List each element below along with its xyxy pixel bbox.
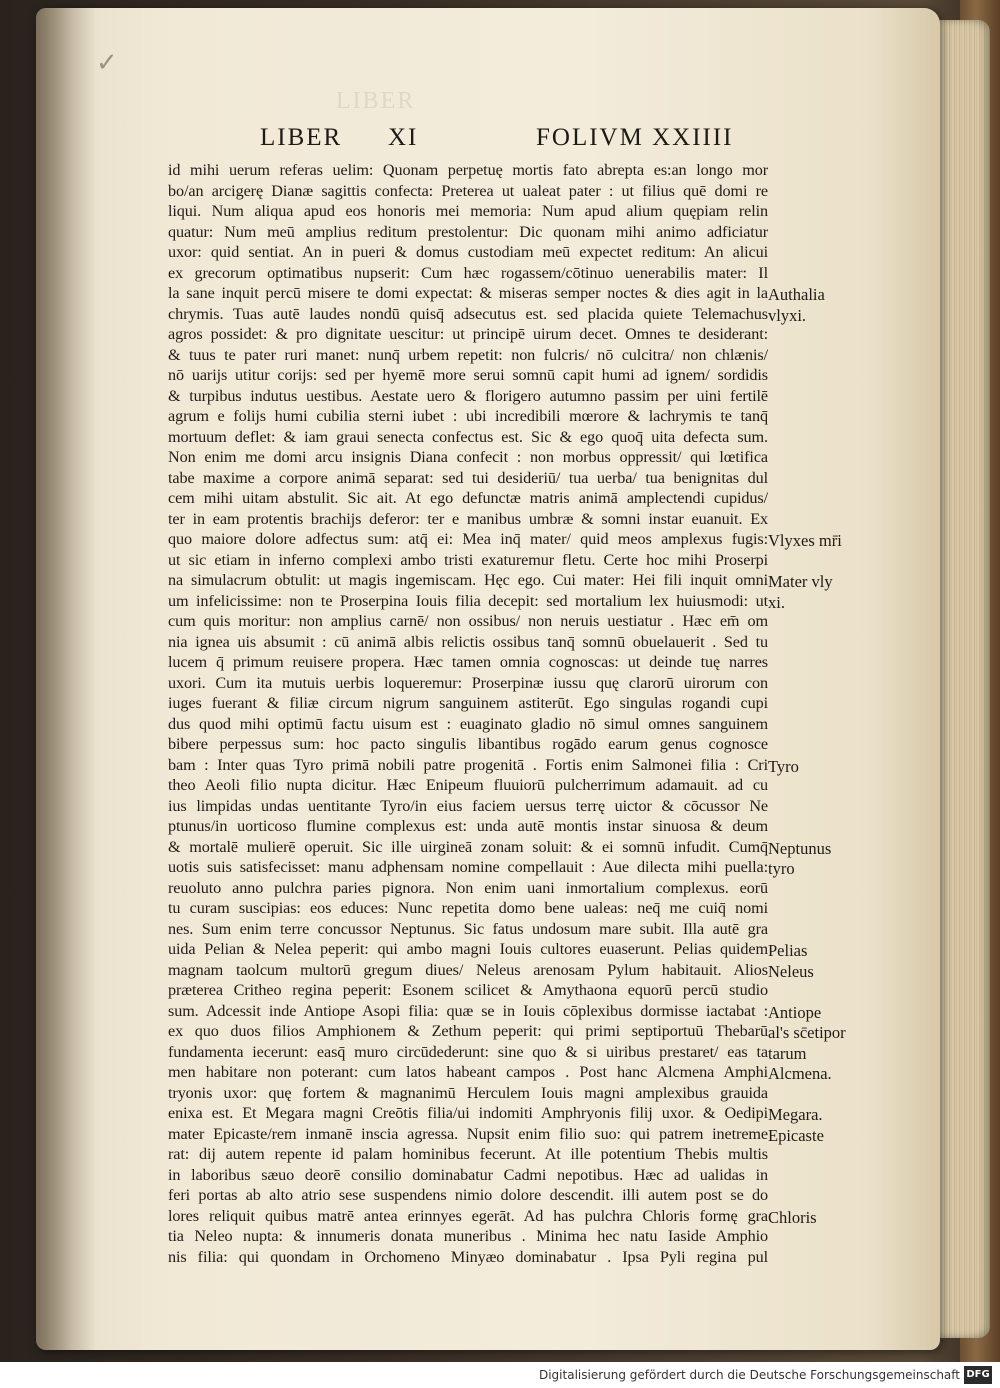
marginal-note: Megara. (768, 1105, 823, 1124)
funding-credit: Digitalisierung gefördert durch die Deutsche Forschungsgemeinschaft (538, 1368, 960, 1382)
text-line: uxor: quid sentiat. An in pueri & domus custodiam meū expectet reditum: An alicui (168, 243, 768, 261)
text-line: cem mihi uitam abstulit. Sic ait. At ego defunctæ matris animā amplectendi cupidus/ (168, 489, 768, 507)
text-line: men habitare non poterant: cum latos habeant campos . Post hanc Alcmena Amphi (168, 1063, 768, 1081)
text-line: Non enim me domi arcu insignis Diana confecit : non morbus oppressit/ qui lœtifica (168, 448, 768, 466)
text-line: nia ignea uis absumit : cū animā albis relictis ossibus tanq̄ somnū obuelauerit . Sed tu (168, 632, 768, 651)
marginal-note: vlyxi. (768, 305, 807, 325)
text-line: ex grecorum optimatibus nupserit: Cum hæc rogassem/cōtinuo uenerabilis mater: Il (168, 263, 768, 282)
running-head-book-number: XI (388, 124, 419, 151)
text-line: lucem q̄ primum reuisere propera. Hæc tamen omnia cognoscas: ut deinde tuę narres (168, 653, 768, 671)
text-line: rat: dij autem repente id palam hominibus fecerunt. At ille potentium Thebis multis (168, 1145, 768, 1163)
pencil-mark-icon: ✓ (96, 48, 118, 78)
marginal-note: tyro (768, 859, 795, 878)
marginal-note: xi. (768, 592, 785, 612)
marginal-note: Tyro (768, 756, 799, 776)
text-line: uotis suis satisfecisset: manu adphensam nomine compellauit : Aue dilecta mihi puella: (168, 858, 768, 876)
text-line: ptunus/in uorticoso flumine complexus est: unda autē montis instar sinuosa & deum (168, 817, 768, 835)
text-line: tia Neleo nupta: & innumeris donata muneribus . Minima hec natu Iaside Amphio (168, 1227, 768, 1245)
text-line: nō uarijs utitur corijs: sed per hyemē more serui somnū capit humi ad ignem/ sordidis (168, 366, 768, 384)
running-head-liber: LIBER (260, 124, 343, 151)
body-text (168, 160, 768, 1267)
text-line: reuoluto anno pulchra paries pignora. Non enim uani inmortalium complexus. eorū (168, 878, 768, 897)
marginal-note: Neleus (768, 961, 814, 981)
text-line: theo Aeoli filio nupta dicitur. Hæc Enipeum fluuiorū pulcherrimum adamauit. ad cu (168, 776, 768, 794)
marginal-note: Mater vly (768, 572, 833, 591)
text-line: & turpibus indutus uestibus. Aestate uero & florigero autumno passim per uini fertilē (168, 386, 768, 405)
text-line: bo/an arcigerę Dianæ sagittis confecta: Preterea ut ualeat pater : ut filius quē domi re (168, 181, 768, 200)
text-line: nes. Sum enim terre concussor Neptunus. Sic fatus undosum mare subit. Illa autē gra (168, 919, 768, 938)
text-line: tu curam suscipias: eos educes: Nunc repetita domo bene ualeas: neq̄ me cuiq̄ nomi (168, 899, 768, 917)
text-line: ex quo duos filios Amphionem & Zethum peperit: qui primi septiportuū Thebarū (168, 1022, 768, 1040)
text-line: uxori. Cum ita mutuis uerbis loqueremur: Proserpinæ iussu quę clarorū uirorum con (168, 673, 768, 692)
text-line: dus quod mihi optimū factu uisum est : euaginato gladio nō simul omnes sanguinem (168, 714, 768, 733)
text-line: agros possidet: & pro dignitate uescitur: ut principē uirum decet. Omnes te desiderant: (168, 325, 768, 343)
book-page (36, 8, 940, 1350)
text-line: & mortalē mulierē operuit. Sic ille uirgineā zonam soluit: & ei somnū infudit. Cumq̄ (168, 837, 768, 856)
text-line: quo maiore dolore adfectus sum: atq̄ ei: Mea inq̄ mater/ quid meos amplexus fugis: (168, 530, 768, 548)
text-line: quatur: Num meū amplius reditum prestolentur: Dic quonam mihi animo adficiatur (168, 222, 768, 241)
text-line: mater Epicaste/rem inmanē inscia agressa. Nupsit enim filio suo: qui patrem inetreme (168, 1124, 768, 1143)
text-line: bibere perpessus sum: hoc pacto singulis libantibus rogādo earum genus cognosce (168, 735, 768, 753)
running-head-folio: FOLIVM XXIIII (536, 124, 734, 151)
marginal-note: Chloris (768, 1207, 817, 1227)
text-line: in laboribus sæuo deorē consilio dominabatur Cadmi nepotibus. Hæc ad ualidas in (168, 1165, 768, 1184)
text-line: ter in eam protentis brachijs deferor: ter e manibus umbræ & somni instar euanuit. Ex (168, 509, 768, 528)
text-line: um infelicissime: non te Proserpina Iouis filia decepit: sed mortalium lex huiusmodi: ut (168, 591, 768, 610)
marginal-note: Neptunus (768, 838, 832, 858)
text-line: & tuus te pater ruri manet: nunq̄ urbem repetit: non fulcris/ nō culcitra/ non chlænis/ (168, 345, 768, 364)
text-line: na simulacrum obtulit: ut magis ingemiscam. Hęc ego. Cui mater: Hei fili inquit omni (168, 571, 768, 589)
text-line: bam : Inter quas Tyro primā nobili patre progenitā . Fortis enim Salmonei filia : Cri (168, 755, 768, 774)
marginal-note: Pelias (768, 941, 808, 960)
text-line: agrum e folijs humi cubilia sterni iubet : ubi incredibili mœrore & lachrymis te tanq̄ (168, 407, 768, 425)
gutter-shadow (36, 8, 96, 1350)
text-line: ut sic etiam in inferno complexi ambo tristi exaturemur fletu. Certe hoc mihi Proserpi (168, 550, 768, 569)
text-line: magnam taolcum multorū gregum diues/ Neleus arenosam Pylum habitauit. Alios (168, 960, 768, 979)
text-line: ius limpidas undas uentitante Tyro/in eius faciem uersus terrę uictor & cōcussor Ne (168, 796, 768, 815)
text-line: id mihi uerum referas uelim: Quonam perpetuę mortis fato abrepta es:an longo mor (168, 161, 768, 179)
text-line: sum. Adcessit inde Antiope Asopi filia: quæ se in Iouis cōplexibus dormisse iactabat : (168, 1001, 768, 1020)
marginal-note: Antiope (768, 1002, 822, 1022)
text-line: lores reliquit quibus matrē antea erinnyes egerāt. Ad has pulchra Chloris formę gra (168, 1206, 768, 1225)
text-line: enixa est. Et Megara magni Creōtis filia/ui indomiti Amphryonis filij uxor. & Oedipi (168, 1104, 768, 1122)
text-line: iuges fuerant & filiæ circum nigrum sanguinem astiterūt. Ego singulas rogandi cupi (168, 694, 768, 712)
show-through-text: LIBER (336, 88, 416, 114)
text-line: liqui. Num aliqua apud eos honoris mei memoria: Num apud alium quępiam relin (168, 202, 768, 220)
text-line: chrymis. Tuas autē laudes nondū quisq̄ adsecutus est. sed placida quiete Telemachus (168, 304, 768, 323)
marginal-note: Epicaste (768, 1125, 824, 1145)
text-line: la sane inquit percū misere te domi expectat: & miseras semper noctes & dies agit in la (168, 284, 768, 302)
marginal-note: al's sc̄etipor (768, 1023, 846, 1042)
text-line: cum quis moritur: non amplius carnē/ non ossibus/ non neruis uestiatur . Hæc em̄ om (168, 612, 768, 630)
marginal-note: Vlyxes mr̄i (768, 531, 842, 550)
text-line: fundamenta iecerunt: easq̄ muro circūdederunt: sine quo & si uiribus prestaret/ eas ta (168, 1042, 768, 1061)
text-line: mortuum deflet: & iam graui senecta confectus est. Sic & ego quoq̄ uita defecta sum. (168, 427, 768, 446)
text-line: tabe maxime a corpore animā separat: sed tui desideriū/ tua uerba/ tua benignitas dul (168, 468, 768, 487)
marginal-note: Authalia (768, 285, 825, 304)
marginal-note: tarum (768, 1043, 807, 1063)
dfg-logo: DFG (964, 1366, 992, 1384)
text-line: prӕterea Critheo regina peperit: Esonem scilicet & Amythaona equorū percū studio (168, 981, 768, 999)
marginal-note: Alcmena. (768, 1064, 832, 1083)
text-line: uida Pelian & Nelea peperit: qui ambo magni Iouis cultores euaserunt. Pelias quidem (168, 940, 768, 958)
text-line: feri portas ab alto atrio sese suspendens nimio dolore descendit. illi autem post se do (168, 1186, 768, 1204)
text-line: tryonis uxor: quę fortem & magnanimū Herculem Iouis magni amplexibus grauida (168, 1083, 768, 1102)
text-line: nis filia: qui quondam in Orchomeno Minyæo dominabatur . Ipsa Pyli regina pul (168, 1247, 768, 1266)
footer-bar (0, 1362, 1000, 1388)
